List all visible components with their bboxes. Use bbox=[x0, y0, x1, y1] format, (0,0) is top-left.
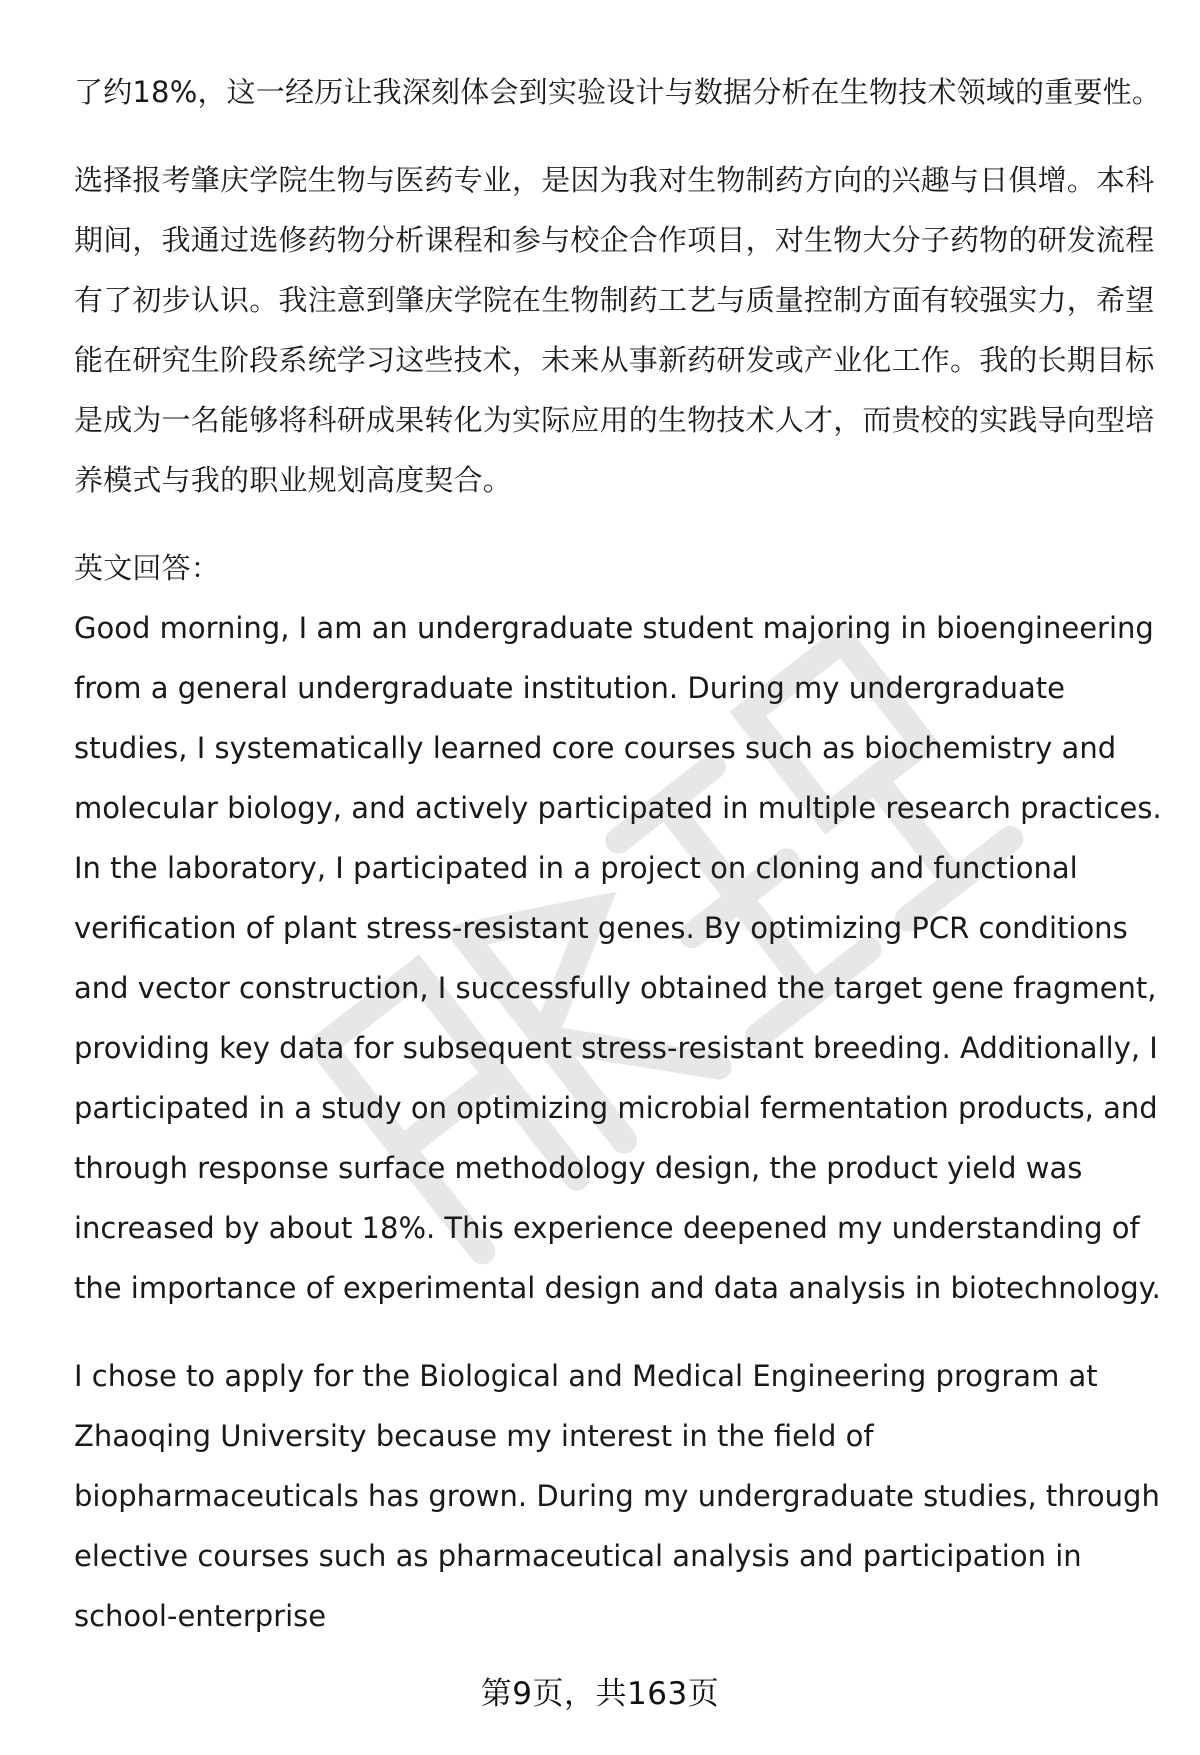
paragraph-en-introduction: Good morning, I am an undergraduate student majoring in bioengineering from a general undergraduate institution. During my undergraduate studies, I systematically learned core courses such as biochemistry and molecular biology, and actively participated in multiple research practices. In the laboratory, I participated in a project on cloning and functional verification of plant stress-resistant genes. By optimizing PCR conditions and vector construction, I successfully obtained the target gene fragment, providing key data for subsequent stress-resistant breeding. Additionally, I participated in a study on optimizing microbial fermentation products, and through response surface methodology design, the product yield was increased by about 18%. This experience deepened my understanding of the importance of experimental design and data analysis in biotechnology. bbox=[74, 611, 1162, 1305]
paragraph-en-motivation: I chose to apply for the Biological and Medical Engineering program at Zhaoqing University because my interest in the field of biopharmaceuticals has grown. During my undergraduate studies, through elective courses such as pharmaceutical analysis and participation in school-enterprise bbox=[74, 1359, 1160, 1633]
paragraph-zh-intro-end: 了约18%，这一经历让我深刻体会到实验设计与数据分析在生物技术领域的重要性。 bbox=[74, 75, 1162, 109]
paragraph-zh-motivation: 选择报考肇庆学院生物与医药专业，是因为我对生物制药方向的兴趣与日俱增。本科期间，我通过选修药物分析课程和参与校企合作项目，对生物大分子药物的研发流程有了初步认识。我注意到肇庆学院在生物制药工艺与质量控制方面有较强实力，希望能在研究生阶段系统学习这些技术，未来从事新药研发或产业化工作。我的长期目标是成为一名能够将科研成果转化为实际应用的生物技术人才，而贵校的实践导向型培养模式与我的职业规划高度契合。 bbox=[74, 163, 1155, 497]
page-number-footer: 第9页，共163页 bbox=[480, 1676, 720, 1712]
document-body bbox=[74, 62, 1162, 1674]
section-heading-english-answer: 英文回答： bbox=[74, 551, 221, 585]
